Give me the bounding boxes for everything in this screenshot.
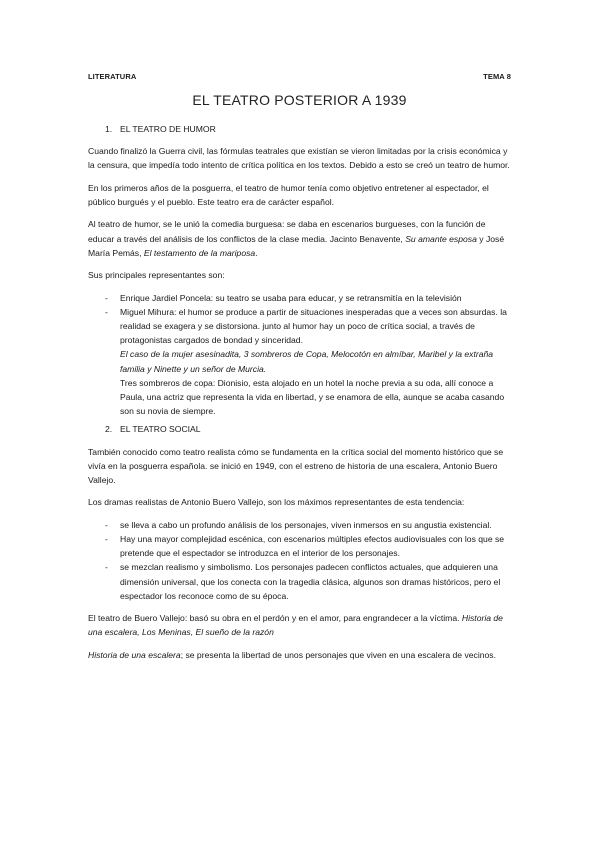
header-subject: LITERATURA (88, 72, 137, 81)
section-number: 2. (105, 424, 113, 435)
page-title: EL TEATRO POSTERIOR A 1939 (192, 92, 407, 108)
dash-bullet: - (105, 519, 108, 530)
list-item (88, 291, 512, 305)
header-topic: TEMA 8 (483, 72, 511, 81)
section-heading-humor (88, 122, 512, 136)
work-title: El testamento de la mariposa (143, 247, 256, 258)
work-title: Historia de una escalera (88, 649, 181, 660)
dash-bullet: - (105, 306, 108, 317)
works-list: El caso de la mujer asesinadita, 3 sombreros de Copa, Melocotón en almíbar, Maribel y la extraña familia y Ninette y un señor de Murcia. (120, 349, 494, 374)
section-title: EL TEATRO DE HUMOR (120, 124, 216, 134)
text-span: Al teatro de humor, se le unió la comedia burguesa: se daba en escenarios burgueses, con la función de educar a través del análisis de los conflictos de la clase media. Jacinto Benavente, (88, 219, 486, 244)
section-heading-social (88, 422, 512, 436)
section-title: EL TEATRO SOCIAL (120, 424, 201, 435)
document-body (88, 122, 512, 670)
section-number: 1. (105, 124, 113, 134)
representatives-list (88, 291, 512, 419)
paragraph-3 (88, 217, 512, 260)
list-item-text: Tres sombreros de copa: Dionisio, esta alojado en un hotel la noche previa a su oda, allí conoce a Paula, una actriz que representa la vida en libertad, y se enamora de ella, aunque se acaba casando son su novia de siempre. (120, 377, 505, 417)
list-item (88, 532, 512, 560)
separator: , (190, 627, 196, 638)
work-title: El sueño de la razón (195, 627, 274, 638)
dash-bullet: - (105, 292, 108, 303)
separator: , (137, 627, 142, 638)
list-item-text: Miguel Mihura: el humor se produce a partir de situaciones inesperadas que a veces son absurdas. la realidad se exagera y se distorsiona. junto al humor hay un poco de crítica social, a través de protagonistas cargados de bondad y sinceridad. (120, 306, 507, 346)
work-title: Historia de una escalera (88, 613, 503, 638)
text-span: ; se presenta la libertad de unos personajes que viven en una escalera de vecinos. (180, 649, 496, 660)
paragraph-5: También conocido como teatro realista cómo se fundamenta en la crítica social del momento histórico que se vivía en la posguerra española. se inició en 1949, con el estreno de historia de una escalera, Antonio Buero Vallejo. (88, 446, 504, 486)
text-span: y José María Pemás, (88, 233, 505, 258)
work-title: Los Meninas (142, 627, 191, 638)
list-item-text: se mezclan realismo y simbolismo. Los personajes padecen conflictos actuales, que adquieren una dimensión universal, que los conecta con la tragedia clásica, algunos son dramas históricos, pero el espectador los reconoce como de su época. (120, 562, 501, 601)
paragraph-2: En los primeros años de la posguerra, el teatro de humor tenía como objetivo entretener al espectador, el público burgués y el pueblo. Este teatro era de carácter español. (88, 182, 489, 207)
list-item (88, 560, 512, 603)
features-list (88, 518, 512, 603)
list-item-text: Enrique Jardiel Poncela: su teatro se usaba para educar, y se retransmitía en la televisión (120, 292, 462, 303)
work-title: Su amante esposa (405, 233, 477, 244)
paragraph-8 (88, 648, 512, 662)
list-item-text: Hay una mayor complejidad escénica, con escenarios múltiples efectos audiovisuales con los que se pretende que el espectador se introduzca en el interior de los personajes. (120, 534, 505, 559)
dash-bullet: - (105, 534, 108, 544)
list-item (88, 305, 512, 419)
paragraph-4: Sus principales representantes son: (88, 270, 225, 281)
text-span: . (255, 247, 258, 258)
paragraph-1: Cuando finalizó la Guerra civil, las fórmulas teatrales que existían se vieron limitadas por la crisis económica y la censura, que impedía todo intento de crítica política en los textos. Debido a esto se creó un teatro de humor. (88, 146, 510, 171)
paragraph-7 (88, 611, 512, 639)
paragraph-6: Los dramas realistas de Antonio Buero Vallejo, son los máximos representantes de esta tendencia: (88, 497, 465, 508)
text-span: El teatro de Buero Vallejo: basó su obra en el perdón y en el amor, para engrandecer a la víctima. (88, 613, 462, 624)
list-item (88, 518, 512, 532)
dash-bullet: - (105, 562, 108, 573)
list-item-text: se lleva a cabo un profundo análisis de los personajes, viven inmersos en su angustia existencial. (120, 519, 492, 530)
